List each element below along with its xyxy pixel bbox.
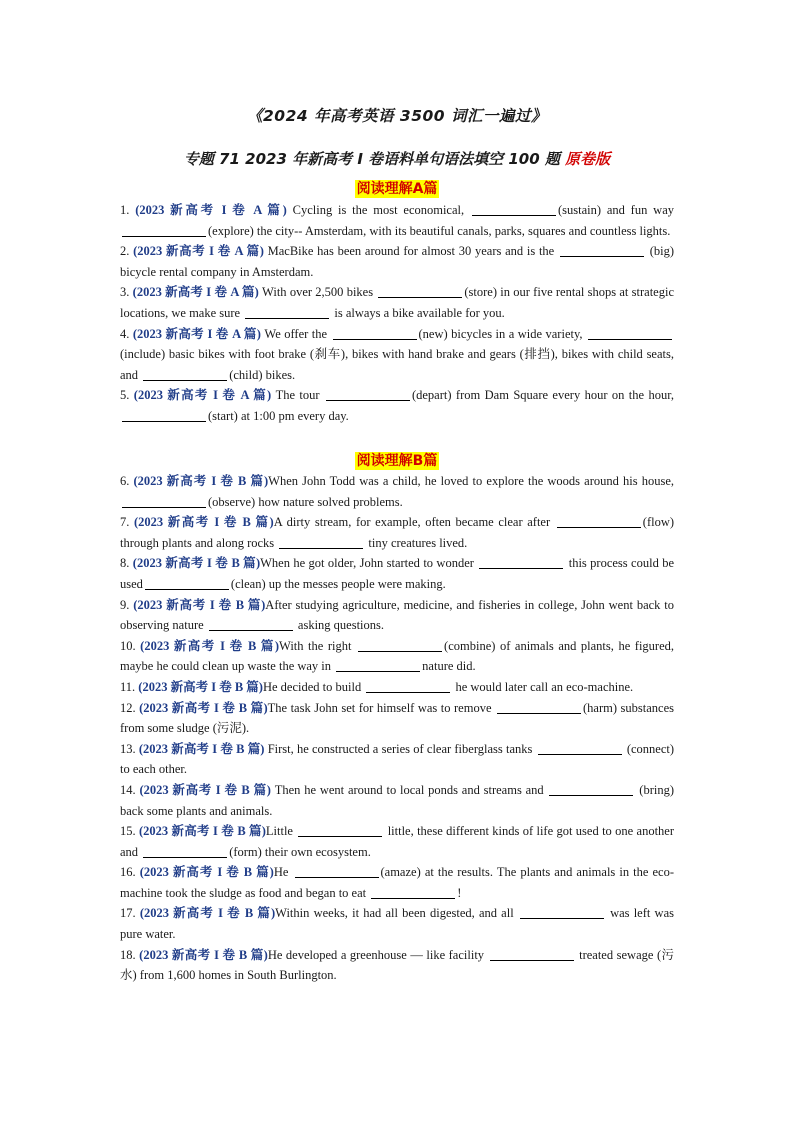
question-text: this process could be used (120, 556, 675, 591)
question-number: 15. (120, 824, 136, 839)
question-text: A dirty stream, for example, often became clear after (273, 515, 555, 530)
question-source: (2023 新高考 I 卷 B 篇) (138, 741, 265, 756)
question-source: (2023 新高考 I 卷 B 篇) (139, 700, 268, 715)
question-text: (observe) how nature solved problems. (208, 494, 403, 509)
answer-blank[interactable] (497, 700, 581, 714)
question-item (120, 324, 674, 386)
question-number: 9. (120, 597, 130, 612)
answer-blank[interactable] (326, 387, 410, 401)
question-number: 3. (120, 285, 130, 300)
question-item (120, 512, 674, 553)
answer-blank[interactable] (378, 284, 462, 298)
question-number: 12. (120, 700, 136, 715)
answer-blank[interactable] (472, 202, 556, 216)
question-item (120, 282, 674, 323)
question-text: (combine) of animals and plants, he figured, maybe he could clean up waste the way in (120, 638, 675, 674)
question-number: 2. (120, 244, 130, 259)
question-text: (explore) the city-- Amsterdam, with its beautiful canals, parks, squares and countless lights. (208, 223, 671, 238)
question-text: was left was pure water. (120, 906, 674, 942)
answer-blank[interactable] (479, 555, 563, 569)
question-source: (2023 新高考 I 卷 A 篇) (133, 388, 272, 403)
question-source: (2023 新高考 I 卷 B 篇) (133, 474, 269, 488)
question-text: He (273, 865, 293, 880)
answer-blank[interactable] (538, 741, 622, 755)
question-text: MacBike has been around for almost 30 years and is the (263, 244, 558, 259)
question-text: (flow) through plants and along rocks (120, 515, 675, 550)
question-source: (2023 新高考 I 卷 A 篇) (132, 285, 259, 300)
question-item (120, 636, 674, 677)
question-text: The tour (271, 388, 324, 403)
question-item (120, 862, 674, 903)
question-text: When John Todd was a child, he loved to explore the woods around his house, (268, 474, 674, 488)
answer-blank[interactable] (122, 223, 206, 237)
question-number: 7. (120, 515, 130, 530)
question-text: asking questions. (294, 618, 385, 633)
question-text: (include) basic bikes with foot brake (刹车), bikes with hand brake and gears (排挡), bikes with child seats, and (120, 347, 674, 382)
question-text: (new) bicycles in a wide variety, (418, 326, 586, 341)
question-item (120, 595, 674, 636)
question-source: (2023 新高考 I 卷 B 篇) (134, 515, 274, 530)
question-text: Then he went around to local ponds and streams and (270, 782, 548, 797)
question-text: Within weeks, it had all been digested, and all (275, 906, 518, 921)
question-source: (2023 新高考 I 卷 B 篇) (139, 782, 271, 797)
question-source: (2023 新高考 I 卷 B 篇) (139, 947, 268, 962)
question-text: treated sewage (污水) from 1,600 homes in South Burlington. (120, 947, 675, 983)
question-text: The task John set for himself was to remove (267, 700, 496, 715)
question-text: When he got older, John started to wonder (260, 556, 478, 571)
question-text: ! (457, 885, 462, 900)
answer-blank[interactable] (245, 305, 329, 319)
question-text: (connect) to each other. (120, 741, 675, 777)
question-text: (harm) substances from some sludge (污泥). (120, 700, 674, 736)
question-text: With the right (279, 638, 357, 653)
question-text: We offer the (260, 326, 331, 341)
question-list-b (120, 471, 674, 986)
answer-blank[interactable] (358, 638, 442, 652)
question-number: 5. (120, 388, 130, 403)
answer-blank[interactable] (588, 326, 672, 340)
question-source: (2023 新高考 I 卷 B 篇) (132, 556, 261, 571)
answer-blank[interactable] (371, 885, 455, 899)
section-heading-a: 阅读理解A篇 (356, 181, 438, 197)
question-text: tiny creatures lived. (365, 535, 468, 550)
question-number: 11. (120, 679, 136, 694)
answer-blank[interactable] (366, 679, 450, 693)
question-item (120, 903, 674, 944)
answer-blank[interactable] (336, 658, 420, 672)
question-number: 10. (120, 638, 136, 653)
question-number: 4. (120, 326, 130, 341)
question-text: (start) at 1:00 pm every day. (208, 408, 349, 423)
answer-blank[interactable] (122, 408, 206, 422)
question-number: 13. (120, 741, 136, 756)
question-text: After studying agriculture, medicine, and fisheries in college, John went back to observing nature (120, 597, 675, 633)
question-number: 18. (120, 947, 136, 962)
answer-blank[interactable] (209, 617, 293, 631)
question-text: he would later call an eco-machine. (452, 679, 634, 694)
question-item (120, 945, 674, 986)
question-item (120, 739, 674, 780)
answer-blank[interactable] (333, 326, 417, 340)
question-number: 14. (120, 782, 136, 797)
question-item (120, 780, 674, 821)
answer-blank[interactable] (490, 947, 574, 961)
question-item (120, 241, 674, 282)
question-source: (2023 新高考 I 卷 A 篇) (132, 326, 261, 341)
question-item (120, 698, 674, 739)
question-number: 17. (120, 906, 136, 921)
answer-blank[interactable] (520, 905, 604, 919)
question-text: He decided to build (262, 679, 365, 694)
question-text: First, he constructed a series of clear fiberglass tanks (264, 741, 536, 756)
question-source: (2023 新高考 I 卷 B 篇) (139, 906, 276, 921)
question-text: (big) bicycle rental company in Amsterdam. (120, 244, 674, 279)
answer-blank[interactable] (143, 367, 227, 381)
question-text: (depart) from Dam Square every hour on the hour, (411, 388, 675, 403)
question-source: (2023 新高考 I 卷 B 篇) (139, 865, 274, 880)
question-item (120, 677, 674, 698)
answer-blank[interactable] (145, 576, 229, 590)
subtitle-text: 专题 71 2023 年新高考 I 卷语料单句语法填空 100 题 (183, 150, 560, 168)
question-item (120, 385, 674, 426)
answer-blank[interactable] (560, 243, 644, 257)
question-text: (form) their own ecosystem. (229, 844, 371, 859)
question-item (120, 553, 674, 594)
answer-blank[interactable] (143, 844, 227, 858)
question-text: is always a bike available for you. (331, 305, 505, 320)
answer-blank[interactable] (122, 494, 206, 508)
question-number: 6. (120, 474, 130, 488)
question-text: little, these different kinds of life got used to one another and (120, 824, 675, 859)
subtitle-tag: 原卷版 (565, 150, 611, 168)
answer-blank[interactable] (549, 782, 633, 796)
question-source: (2023 新高考 I 卷 A 篇) (135, 203, 287, 217)
question-text: (clean) up the messes people were making. (230, 576, 446, 591)
question-text: (amaze) at the results. The plants and animals in the eco-machine took the sludge as food and began to eat (120, 865, 675, 900)
document-subtitle (0, 148, 794, 169)
question-number: 8. (120, 556, 130, 571)
question-item (120, 471, 674, 512)
question-list-a (120, 200, 674, 427)
question-text: nature did. (422, 659, 476, 674)
question-text: Cycling is the most economical, (286, 203, 470, 217)
answer-blank[interactable] (279, 535, 363, 549)
question-source: (2023 新高考 I 卷 B 篇) (140, 638, 280, 653)
section-heading-b: 阅读理解B篇 (356, 453, 438, 469)
question-text: (store) in our five rental shops at strategic locations, we make sure (120, 285, 674, 320)
question-source: (2023 新高考 I 卷 B 篇) (138, 824, 266, 839)
answer-blank[interactable] (298, 823, 382, 837)
question-text: With over 2,500 bikes (258, 285, 377, 300)
answer-blank[interactable] (295, 864, 379, 878)
answer-blank[interactable] (557, 514, 641, 528)
question-item (120, 821, 674, 862)
question-text: (child) bikes. (229, 367, 296, 382)
question-source: (2023 新高考 I 卷 B 篇) (133, 597, 266, 612)
question-item (120, 200, 674, 241)
question-source: (2023 新高考 I 卷 B 篇) (138, 679, 263, 694)
question-source: (2023 新高考 I 卷 A 篇) (133, 244, 264, 259)
question-text: (sustain) and fun way (557, 203, 674, 217)
question-text: Little (265, 824, 297, 839)
question-text: He developed a greenhouse — like facility (267, 947, 488, 962)
question-number: 16. (120, 865, 136, 880)
question-number: 1. (120, 203, 130, 217)
document-title: 《2024 年高考英语 3500 词汇一遍过》 (247, 107, 547, 125)
question-text: (bring) back some plants and animals. (120, 782, 675, 818)
